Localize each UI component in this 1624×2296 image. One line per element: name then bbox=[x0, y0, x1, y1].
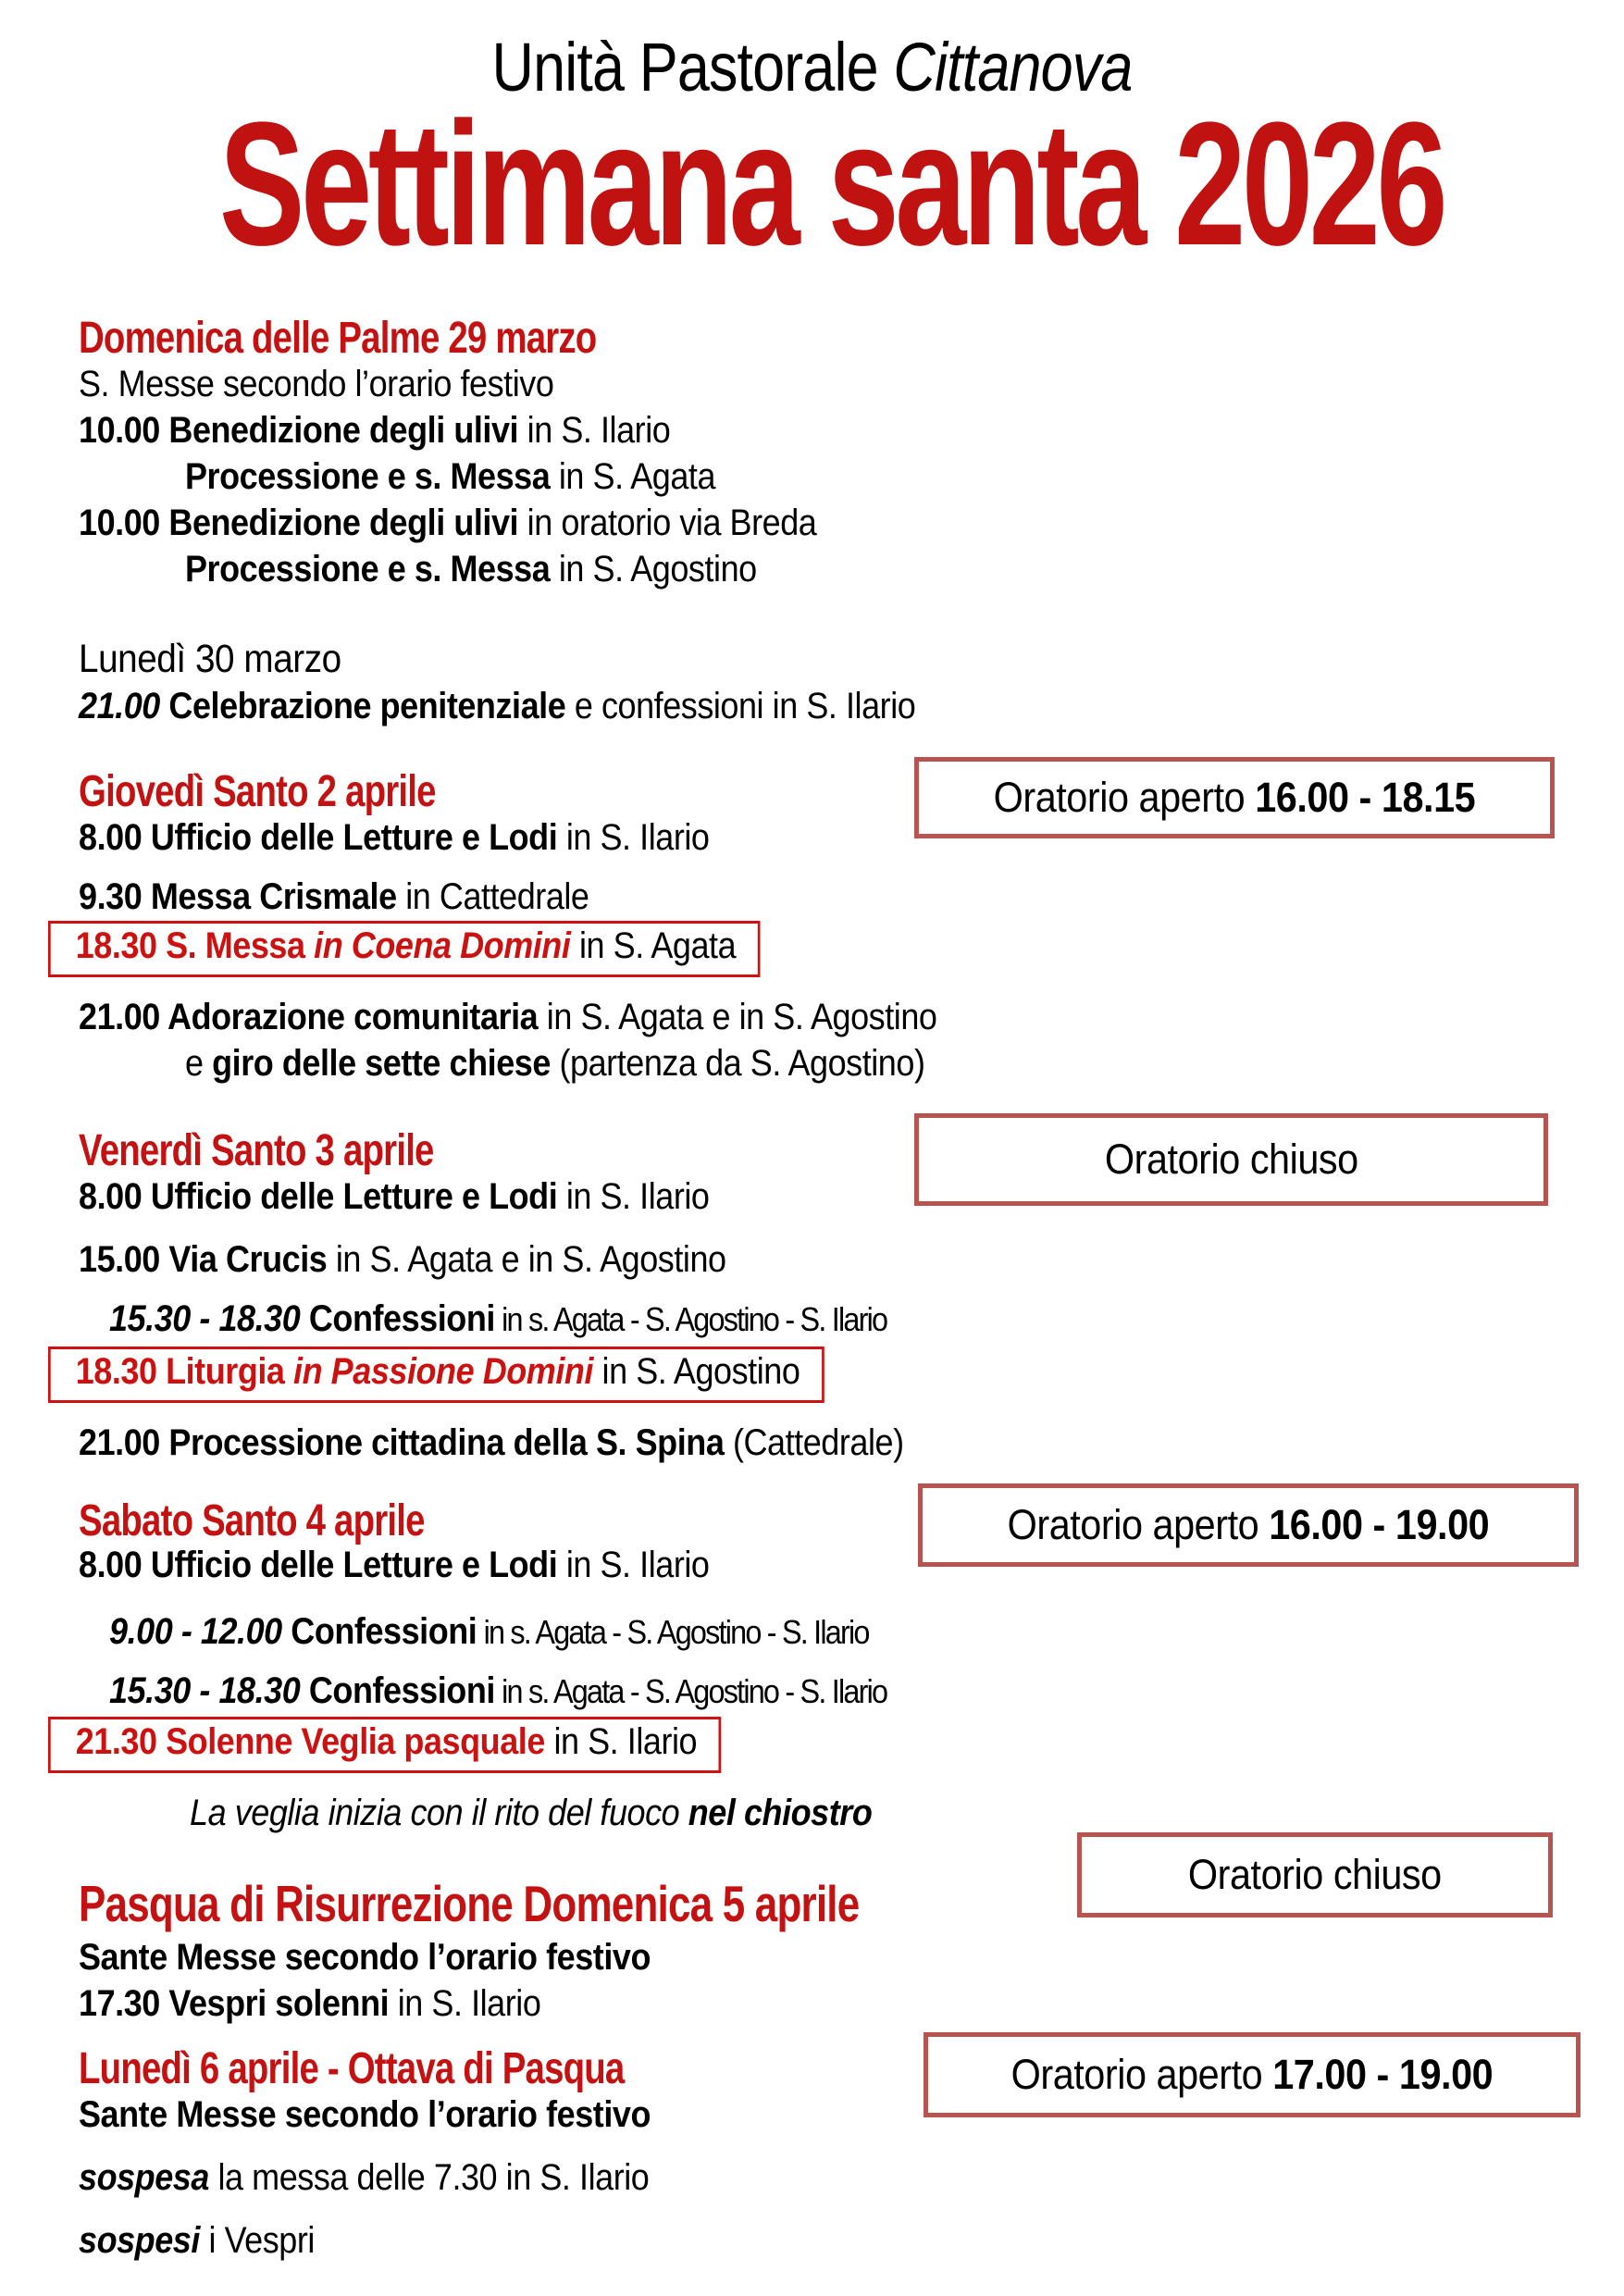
highlighted-event-line bbox=[48, 921, 760, 977]
event-text: i Vespri bbox=[199, 2220, 315, 2261]
event-line bbox=[79, 363, 553, 405]
event-time-title: 8.00 Ufficio delle Letture e Lodi bbox=[79, 1176, 558, 1217]
event-place: e confessioni in S. Ilario bbox=[565, 686, 916, 726]
event-time-title: 18.30 Liturgia bbox=[75, 1351, 294, 1392]
event-line bbox=[109, 1610, 869, 1653]
event-time-title: 21.30 Solenne Veglia pasquale bbox=[75, 1721, 545, 1762]
event-line bbox=[185, 455, 715, 498]
oratorio-status-box-lunedi6 bbox=[924, 2032, 1581, 2117]
suspended-flag: sospesi bbox=[79, 2220, 200, 2261]
event-title: Confessioni bbox=[308, 1298, 495, 1339]
note-emphasis: nel chiostro bbox=[688, 1793, 873, 1833]
event-place: in S. Agata e in S. Agostino bbox=[327, 1239, 726, 1280]
org-title-emphasis: Cittanova bbox=[893, 29, 1133, 105]
oratorio-status-box-venerdi bbox=[914, 1113, 1548, 1206]
event-place: in S. Agata bbox=[570, 925, 737, 966]
section-header-sabato: Sabato Santo 4 aprile bbox=[79, 1496, 425, 1545]
event-line bbox=[79, 1936, 651, 1979]
event-place: (partenza da S. Agostino) bbox=[550, 1043, 925, 1084]
event-place: in S. Agata bbox=[550, 456, 716, 497]
event-line bbox=[79, 875, 589, 918]
event-time-title: 18.30 S. Messa bbox=[75, 925, 315, 966]
highlighted-event-line bbox=[48, 1347, 824, 1403]
event-line bbox=[79, 996, 936, 1038]
event-latin-title: in Passione Domini bbox=[293, 1351, 594, 1392]
highlighted-event-line bbox=[48, 1717, 721, 1773]
event-line bbox=[109, 1669, 886, 1712]
event-time-title: 10.00 Benedizione degli ulivi bbox=[79, 503, 519, 543]
event-line bbox=[79, 502, 816, 544]
event-place: in S. Agata e in S. Agostino bbox=[538, 997, 937, 1037]
event-time-title: 8.00 Ufficio delle Letture e Lodi bbox=[79, 817, 558, 858]
event-time-range: 9.00 - 12.00 bbox=[109, 1611, 291, 1652]
event-place: in S. Ilario bbox=[389, 1983, 541, 2024]
event-place: in S. Ilario bbox=[557, 1176, 710, 1217]
event-line bbox=[79, 1238, 726, 1281]
event-place: in S. Ilario bbox=[518, 410, 671, 451]
section-header-lunedi30: Lunedì 30 marzo bbox=[79, 637, 341, 681]
event-time-title: Processione e s. Messa bbox=[185, 549, 551, 590]
section-header-giovedi: Giovedì Santo 2 aprile bbox=[79, 767, 436, 816]
event-line bbox=[79, 1175, 709, 1218]
section-header-lunedi6: Lunedì 6 aprile - Ottava di Pasqua bbox=[79, 2044, 625, 2093]
event-place: in S. Agostino bbox=[593, 1351, 800, 1392]
event-places: in s. Agata - S. Agostino - S. Ilario bbox=[494, 1300, 887, 1338]
oratorio-status-box-giovedi bbox=[914, 757, 1555, 838]
event-places: in s. Agata - S. Agostino - S. Ilario bbox=[477, 1613, 869, 1651]
event-line bbox=[79, 409, 670, 452]
event-title: giro delle sette chiese bbox=[212, 1043, 551, 1084]
org-title-prefix: Unità Pastorale bbox=[491, 29, 894, 105]
event-place: in S. Ilario bbox=[544, 1721, 698, 1762]
event-place: in oratorio via Breda bbox=[518, 503, 817, 543]
event-latin-title: in Coena Domini bbox=[314, 925, 571, 966]
event-line bbox=[79, 2156, 649, 2199]
section-header-palme: Domenica delle Palme 29 marzo bbox=[79, 314, 597, 363]
event-time-range: 15.30 - 18.30 bbox=[109, 1670, 309, 1711]
event-line bbox=[79, 1982, 540, 2025]
event-time: 21.00 bbox=[79, 686, 169, 726]
main-title: Settimana santa 2026 bbox=[218, 86, 1444, 282]
event-place: in S. Ilario bbox=[557, 1545, 710, 1585]
event-time-title: 10.00 Benedizione degli ulivi bbox=[79, 410, 519, 451]
event-line bbox=[79, 2093, 651, 2136]
event-line bbox=[79, 1544, 709, 1586]
event-place: in S. Agostino bbox=[550, 549, 757, 590]
event-time-title: 21.00 Adorazione comunitaria bbox=[79, 997, 539, 1037]
event-title: Confessioni bbox=[291, 1611, 477, 1652]
event-note-line bbox=[190, 1792, 872, 1834]
section-header-venerdi: Venerdì Santo 3 aprile bbox=[79, 1126, 434, 1175]
event-time-title: 15.00 Via Crucis bbox=[79, 1239, 328, 1280]
event-title: Confessioni bbox=[308, 1670, 495, 1711]
oratorio-status-text bbox=[1105, 1136, 1358, 1184]
event-text: Sante Messe secondo l’orario festivo bbox=[79, 1937, 651, 1978]
event-places: in s. Agata - S. Agostino - S. Ilario bbox=[494, 1672, 887, 1710]
oratorio-label: Oratorio chiuso bbox=[1188, 1851, 1442, 1898]
oratorio-status-text bbox=[994, 774, 1476, 822]
event-line bbox=[79, 816, 709, 859]
oratorio-status-text bbox=[1008, 1501, 1490, 1549]
event-time-range: 15.30 - 18.30 bbox=[109, 1298, 309, 1339]
note-text: La veglia inizia con il rito del fuoco bbox=[190, 1793, 688, 1833]
event-text: la messa delle 7.30 in S. Ilario bbox=[208, 2157, 650, 2198]
event-text: e bbox=[185, 1043, 213, 1084]
event-time-title: 9.30 Messa Crismale bbox=[79, 876, 397, 917]
event-place: in Cattedrale bbox=[396, 876, 589, 917]
event-line bbox=[79, 2219, 315, 2262]
oratorio-label: Oratorio aperto bbox=[1010, 2051, 1273, 2098]
event-title: Celebrazione penitenziale bbox=[168, 686, 566, 726]
oratorio-label: Oratorio chiuso bbox=[1104, 1136, 1358, 1183]
event-place: (Cattedrale) bbox=[724, 1422, 904, 1463]
oratorio-hours: 16.00 - 19.00 bbox=[1269, 1501, 1490, 1548]
event-place: in S. Ilario bbox=[557, 817, 710, 858]
oratorio-status-box-sabato bbox=[918, 1483, 1579, 1567]
event-time-title: 8.00 Ufficio delle Letture e Lodi bbox=[79, 1545, 558, 1585]
oratorio-status-text bbox=[1188, 1851, 1442, 1899]
oratorio-hours: 17.00 - 19.00 bbox=[1272, 2051, 1494, 2098]
event-line bbox=[185, 1042, 924, 1085]
oratorio-hours: 16.00 - 18.15 bbox=[1255, 774, 1476, 821]
event-time-title: 21.00 Processione cittadina della S. Spina bbox=[79, 1422, 725, 1463]
event-line bbox=[79, 685, 915, 727]
oratorio-status-text bbox=[1011, 2051, 1494, 2099]
oratorio-label: Oratorio aperto bbox=[993, 774, 1256, 821]
event-line bbox=[79, 1421, 904, 1464]
oratorio-status-box-pasqua bbox=[1077, 1832, 1553, 1917]
section-header-pasqua: Pasqua di Risurrezione Domenica 5 aprile bbox=[79, 1875, 860, 1932]
oratorio-label: Oratorio aperto bbox=[1007, 1501, 1270, 1548]
event-line bbox=[185, 548, 757, 590]
event-time-title: Processione e s. Messa bbox=[185, 456, 551, 497]
event-line bbox=[109, 1297, 886, 1340]
event-text: S. Messe secondo l’orario festivo bbox=[79, 364, 554, 404]
suspended-flag: sospesa bbox=[79, 2157, 209, 2198]
event-time-title: 17.30 Vespri solenni bbox=[79, 1983, 390, 2024]
event-text: Sante Messe secondo l’orario festivo bbox=[79, 2094, 651, 2135]
